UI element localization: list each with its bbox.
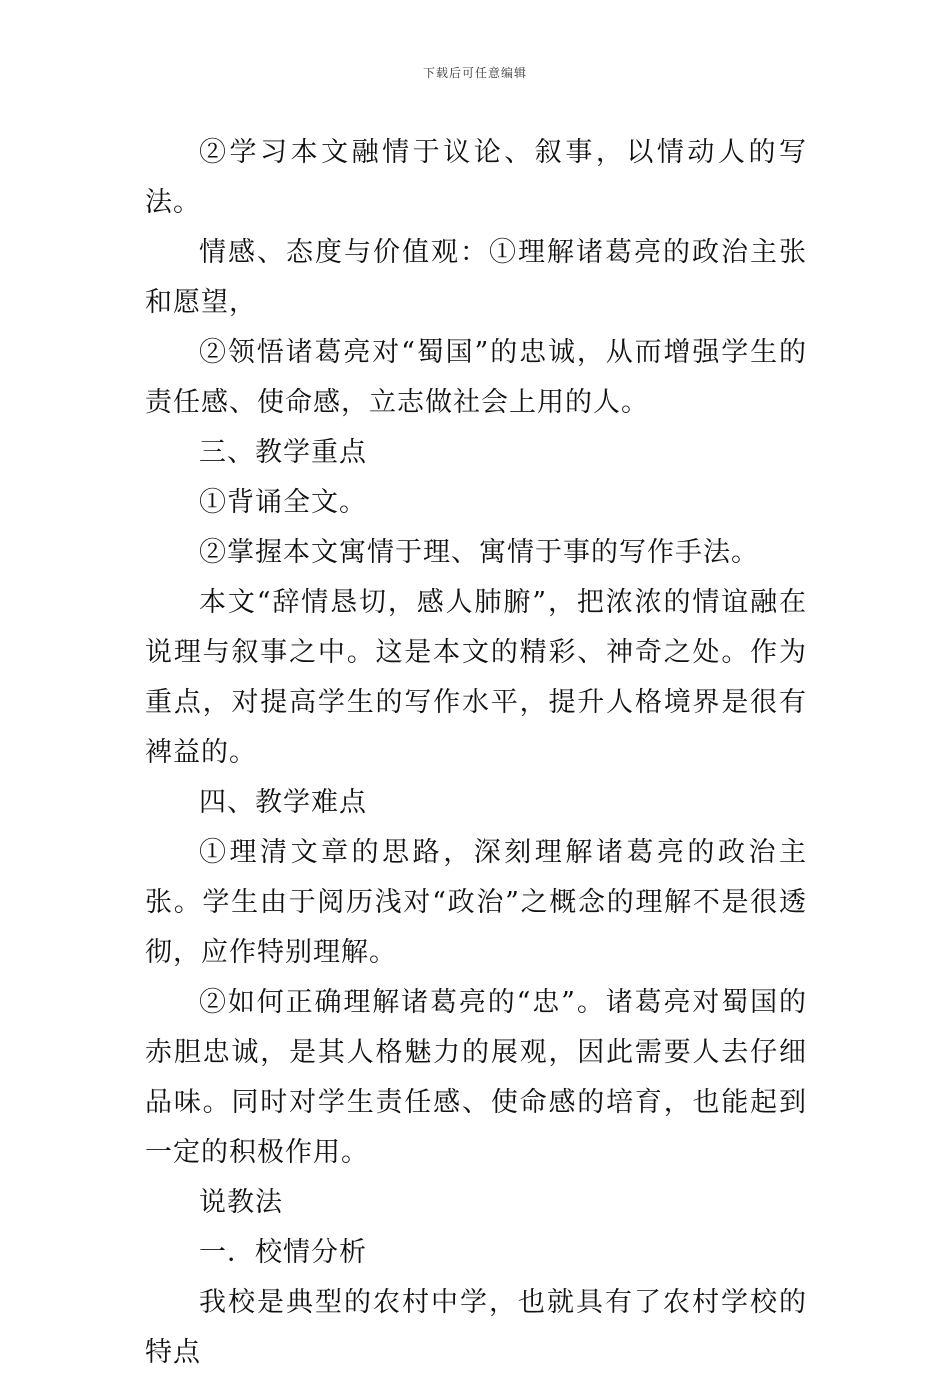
paragraph: ①理清文章的思路，深刻理解诸葛亮的政治主张。学生由于阅历浅对“政治”之概念的理解不是很透彻，应作特别理解。: [145, 837, 807, 968]
section-heading: 一．校情分析: [199, 1237, 367, 1268]
paragraph: ②掌握本文寓情于理、寓情于事的写作手法。: [199, 537, 759, 568]
section-heading: 三、教学重点: [199, 437, 367, 468]
document-body: [145, 128, 807, 1378]
section-heading: 说教法: [199, 1187, 283, 1218]
paragraph: ②如何正确理解诸葛亮的“忠”。诸葛亮对蜀国的赤胆忠诚，是其人格魅力的展观，因此需要人去仔细品味。同时对学生责任感、使命感的培育，也能起到一定的积极作用。: [145, 987, 807, 1168]
paragraph: ②学习本文融情于议论、叙事，以情动人的写法。: [145, 137, 807, 218]
page-header: 下载后可任意编辑: [422, 66, 527, 80]
paragraph: ①背诵全文。: [199, 487, 367, 518]
paragraph: ②领悟诸葛亮对“蜀国”的忠诚，从而增强学生的责任感、使命感，立志做社会上用的人。: [145, 337, 807, 418]
paragraph: 我校是典型的农村中学，也就具有了农村学校的特点: [145, 1287, 807, 1368]
paragraph: 本文“辞情恳切，感人肺腑”，把浓浓的情谊融在说理与叙事之中。这是本文的精彩、神奇之处。作为重点，对提高学生的写作水平，提升人格境界是很有裨益的。: [145, 587, 807, 768]
paragraph: 情感、态度与价值观：①理解诸葛亮的政治主张和愿望，: [145, 237, 807, 318]
section-heading: 四、教学难点: [199, 787, 367, 818]
